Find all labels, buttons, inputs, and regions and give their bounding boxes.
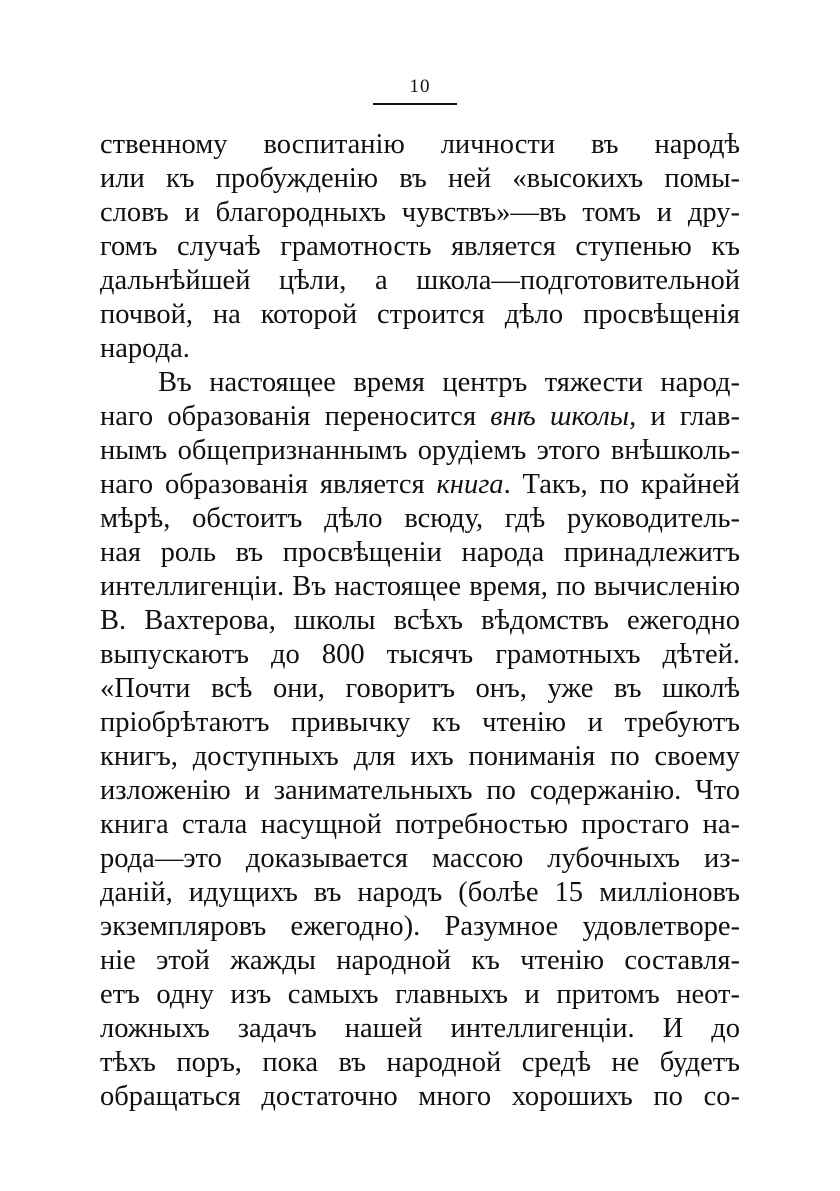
text-line: народа. bbox=[100, 333, 190, 364]
text-line: или къ пробужденію въ ней «высокихъ помы- bbox=[100, 163, 740, 194]
text-line: ственному воспитанію личности въ народѣ bbox=[100, 129, 740, 160]
text-line: выпускаютъ до 800 тысячъ грамотныхъ дѣтей. bbox=[100, 639, 740, 670]
text-line: рода—это доказывается массою лубочныхъ из- bbox=[100, 843, 740, 874]
text-line: обращаться достаточно много хорошихъ по со- bbox=[100, 1081, 740, 1112]
page-number-rule bbox=[373, 103, 457, 105]
italic-phrase: внѣ школы, bbox=[490, 401, 637, 432]
text-line: изложенію и занимательныхъ по содержанію. Что bbox=[100, 775, 740, 806]
text-line: нымъ общепризнаннымъ орудіемъ этого внѣшколь- bbox=[100, 435, 740, 466]
text-line: пріобрѣтаютъ привычку къ чтенію и требуютъ bbox=[100, 707, 740, 738]
text-line: ніе этой жажды народной къ чтенію составля- bbox=[100, 945, 740, 976]
text-line: интеллигенціи. Въ настоящее время, по вычисленію bbox=[100, 571, 740, 602]
page-number: 10 bbox=[409, 76, 431, 97]
text-line: книгъ, доступныхъ для ихъ пониманія по своему bbox=[100, 741, 740, 772]
text-run: . Такъ, по крайней bbox=[503, 469, 740, 500]
text-run: наго образованія переносится bbox=[100, 401, 491, 432]
text-line: экземпляровъ ежегодно). Разумное удовлетворе- bbox=[100, 911, 740, 942]
text-line: словъ и благородныхъ чувствъ»—въ томъ и дру- bbox=[100, 197, 740, 228]
text-run: и глав- bbox=[636, 401, 740, 432]
text-line: книга стала насущной потребностью простаго на- bbox=[100, 809, 740, 840]
text-line: В. Вахтерова, школы всѣхъ вѣдомствъ ежегодно bbox=[100, 605, 740, 636]
text-line: тѣхъ поръ, пока въ народной средѣ не будетъ bbox=[100, 1047, 740, 1078]
text-line: мѣрѣ, обстоитъ дѣло всюду, гдѣ руководитель- bbox=[100, 503, 740, 534]
text-line: гомъ случаѣ грамотность является ступенью къ bbox=[100, 231, 740, 262]
text-run: наго образованія является bbox=[100, 469, 437, 500]
italic-word: книга bbox=[436, 469, 504, 500]
text-line bbox=[100, 400, 740, 434]
text-line: Въ настоящее время центръ тяжести народ- bbox=[158, 367, 740, 398]
text-line: ложныхъ задачъ нашей интеллигенціи. И до bbox=[100, 1013, 740, 1044]
text-line: ная роль въ просвѣщеніи народа принадлежитъ bbox=[100, 537, 740, 568]
text-line: даній, идущихъ въ народъ (болѣе 15 милліоновъ bbox=[100, 877, 740, 908]
text-line: «Почти всѣ они, говоритъ онъ, уже въ школѣ bbox=[100, 673, 740, 704]
text-line: почвой, на которой строится дѣло просвѣщенія bbox=[100, 299, 740, 330]
text-line: етъ одну изъ самыхъ главныхъ и притомъ неот- bbox=[100, 979, 740, 1010]
text-line bbox=[100, 468, 740, 502]
text-line: дальнѣйшей цѣли, а школа—подготовительной bbox=[100, 265, 740, 296]
